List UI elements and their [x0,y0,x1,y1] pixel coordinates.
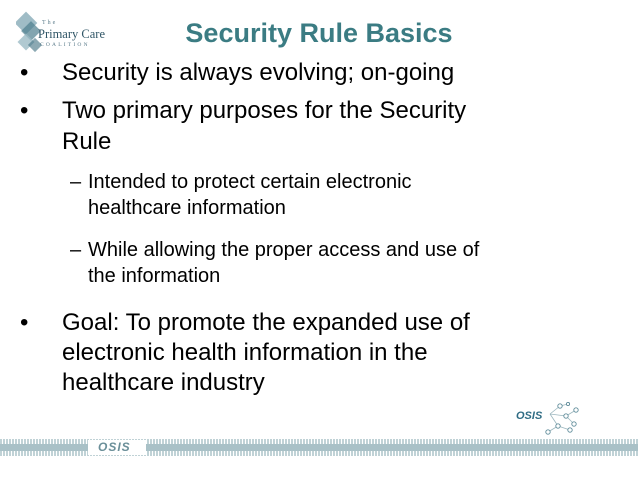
bullet-dot-icon: • [20,309,29,336]
slide-title: Security Rule Basics [185,18,453,48]
sub-bullet-text: the information [88,265,221,287]
logo-line-1: The [42,20,58,26]
bullet-text: Rule [62,128,112,155]
logo-line-2: Primary Care [38,27,105,41]
bullet-text: Goal: To promote the expanded use of [62,309,470,336]
bullet-text: electronic health information in the [62,339,428,366]
bullet-dot-icon: • [20,97,29,124]
logo-line-3: COALITION [40,42,90,48]
bullet-text: Two primary purposes for the Security [62,97,467,124]
dash-icon: – [70,171,82,193]
sub-bullet-text: healthcare information [88,197,286,219]
dash-icon: – [70,239,82,261]
footer-bar [0,439,638,456]
sub-bullet-text: Intended to protect certain electronic [88,171,412,193]
osis-logo-label: OSIS [516,410,543,422]
bullet-text: healthcare industry [62,369,265,396]
footer-label: OSIS [98,440,131,454]
bullet-text: Security is always evolving; on-going [62,59,455,86]
sub-bullet-text: While allowing the proper access and use of [88,239,480,261]
bullet-dot-icon: • [20,59,29,86]
